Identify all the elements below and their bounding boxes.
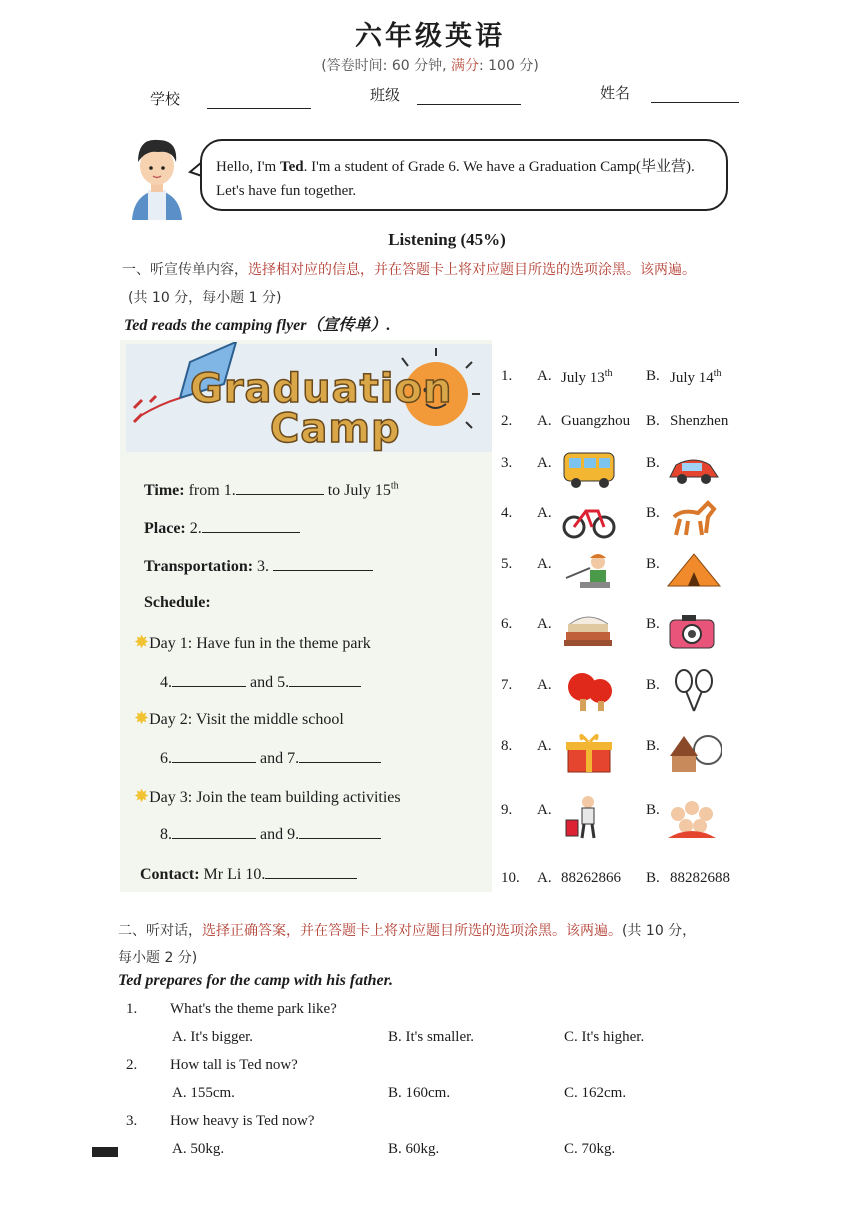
p2-q3-option-a[interactable]: A. 50kg. [172,1141,225,1157]
option-b-label[interactable]: B. [646,738,660,754]
flyer-day2-blanks: 6. and 7. [160,748,381,768]
part2-instruction: 二、听对话，选择正确答案，并在答题卡上将对应题目所选的选项涂黑。该两遍。(共 10 分， [118,923,697,939]
option-b-text[interactable]: July 14th [670,368,722,386]
school-field[interactable]: 学校 [150,88,311,109]
option-a-text[interactable]: Guangzhou [561,413,631,429]
option-b-label[interactable]: B. [646,505,660,521]
flyer-place: Place: 2. [144,518,300,538]
gift-icon[interactable] [560,730,618,776]
name-field[interactable]: 姓名 [600,82,739,103]
page-marker [92,1147,118,1157]
option-a-label[interactable]: A. [537,368,552,384]
option-a-text[interactable]: July 13th [561,368,613,386]
p2-q1-option-c[interactable]: C. It's higher. [564,1029,645,1045]
option-b-text[interactable]: 88282688 [670,870,730,886]
exam-info: (答卷时间: 60 分钟, 满分: 100 分) [321,58,539,74]
flyer-day1-blanks: 4. and 5. [160,672,361,692]
banner-title-line2: Camp [270,406,401,452]
option-a-label[interactable]: A. [537,870,552,886]
blank-10[interactable] [265,864,357,879]
flyer-day3-blanks: 8. and 9. [160,824,381,844]
fishing-icon[interactable] [560,548,618,594]
option-b-label[interactable]: B. [646,413,660,429]
blank-2[interactable] [202,518,300,533]
blank-1[interactable] [236,480,324,495]
flyer-transportation: Transportation: 3. [144,556,373,576]
p2-q2-option-c[interactable]: C. 162cm. [564,1085,627,1101]
option-a-label[interactable]: A. [537,556,552,572]
blank-8[interactable] [172,824,256,839]
option-b-label[interactable]: B. [646,368,660,384]
option-b-text[interactable]: Shenzhen [670,413,729,429]
books-icon[interactable] [560,608,618,654]
amusement-park-icon[interactable] [664,730,722,776]
star-icon: ✸ [134,632,150,652]
star-icon: ✸ [134,786,150,806]
p2-q3-option-c[interactable]: C. 70kg. [564,1141,616,1157]
blank-4[interactable] [172,672,246,687]
p2-q1-option-b[interactable]: B. It's smaller. [388,1029,475,1045]
flyer-contact: Contact: Mr Li 10. [140,864,357,884]
part1-instruction: 一、听宣传单内容，选择相对应的信息，并在答题卡上将对应题目所选的选项涂黑。该两遍。 [122,262,696,278]
blank-9[interactable] [299,824,381,839]
option-b-label[interactable]: B. [646,870,660,886]
p2-q2-text: How tall is Ted now? [170,1057,298,1073]
option-a-label[interactable]: A. [537,413,552,429]
school-input-line[interactable] [207,94,311,109]
option-b-label[interactable]: B. [646,802,660,818]
option-a-label[interactable]: A. [537,802,552,818]
flyer-day2: ✸Day 2: Visit the middle school [134,708,344,728]
option-b-label[interactable]: B. [646,677,660,693]
question-number: 9. [501,802,513,818]
p2-q2-option-b[interactable]: B. 160cm. [388,1085,451,1101]
flyer-time: Time: from 1. to July 15th [144,480,399,499]
car-icon[interactable] [664,447,722,493]
p2-q1-num: 1. [126,1001,138,1017]
p2-q3-num: 3. [126,1113,138,1129]
question-number: 1. [501,368,513,384]
question-number: 8. [501,738,513,754]
star-icon: ✸ [134,708,150,728]
tent-icon[interactable] [664,548,722,594]
question-number: 10. [501,870,520,886]
part2-score-note: 每小题 2 分) [118,950,198,966]
option-b-label[interactable]: B. [646,455,660,471]
p2-q3-text: How heavy is Ted now? [170,1113,315,1129]
option-a-text[interactable]: 88262866 [561,870,621,886]
part2-intro: Ted prepares for the camp with his father. [118,972,393,989]
option-a-label[interactable]: A. [537,505,552,521]
flyer-day3: ✸Day 3: Join the team building activities [134,786,401,806]
option-b-label[interactable]: B. [646,556,660,572]
class-input-line[interactable] [417,90,521,105]
option-a-label[interactable]: A. [537,455,552,471]
question-number: 4. [501,505,513,521]
name-input-line[interactable] [651,88,739,103]
traveler-icon[interactable] [560,794,618,840]
question-number: 5. [501,556,513,572]
bicycle-icon[interactable] [560,497,618,543]
blank-7[interactable] [299,748,381,763]
boy-avatar-icon [122,128,192,222]
question-number: 6. [501,616,513,632]
question-number: 2. [501,413,513,429]
question-number: 3. [501,455,513,471]
camera-icon[interactable] [664,608,722,654]
flyer-schedule-label: Schedule: [144,594,211,611]
p2-q1-text: What's the theme park like? [170,1001,337,1017]
flyer-day1: ✸Day 1: Have fun in the theme park [134,632,371,652]
option-a-label[interactable]: A. [537,677,552,693]
page-title: 六年级英语 [355,21,505,52]
blank-3[interactable] [273,556,373,571]
bus-icon[interactable] [560,447,618,493]
option-a-label[interactable]: A. [537,738,552,754]
banner-title-line1: Graduation [190,366,453,412]
class-field[interactable]: 班级 [370,84,521,105]
listening-heading: Listening (45%) [388,230,506,249]
p2-q3-option-b[interactable]: B. 60kg. [388,1141,440,1157]
badminton-icon[interactable] [664,669,722,715]
blank-5[interactable] [289,672,361,687]
question-number: 7. [501,677,513,693]
ping-pong-icon[interactable] [560,669,618,715]
intro-text: Hello, I'm Ted. I'm a student of Grade 6. We have a Graduation Camp(毕业营). Let's have fun together. [216,159,695,199]
p2-q2-num: 2. [126,1057,138,1073]
crowd-icon[interactable] [664,794,722,840]
p2-q2-option-a[interactable]: A. 155cm. [172,1085,235,1101]
part1-intro: Ted reads the camping flyer（宣传单）. [124,317,391,334]
horse-icon[interactable] [664,497,722,543]
p2-q1-option-a[interactable]: A. It's bigger. [172,1029,254,1045]
blank-6[interactable] [172,748,256,763]
part1-score-note: (共 10 分，每小题 1 分) [128,290,282,306]
option-a-label[interactable]: A. [537,616,552,632]
option-b-label[interactable]: B. [646,616,660,632]
